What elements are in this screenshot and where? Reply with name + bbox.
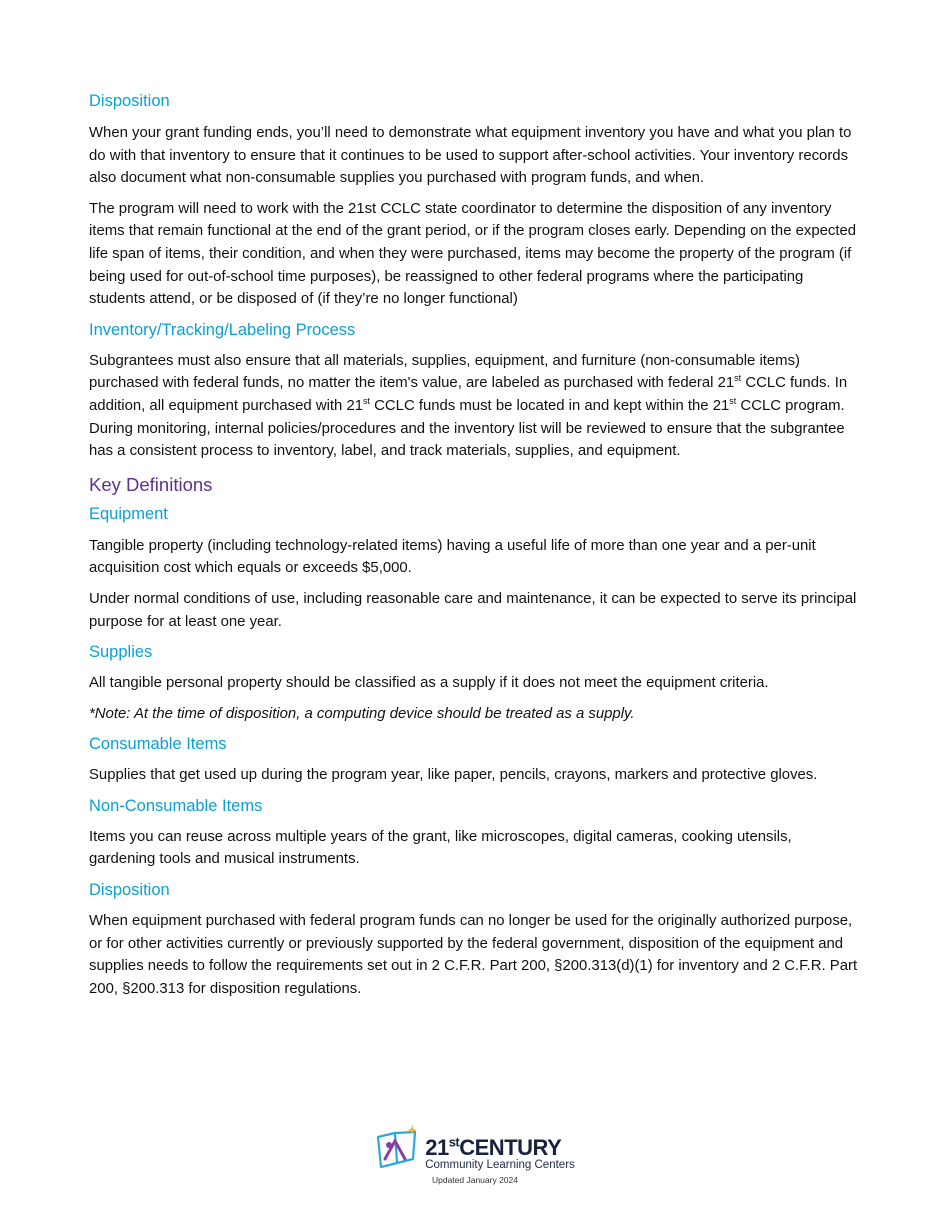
supplies-note: *Note: At the time of disposition, a computing device should be treated as a supply. xyxy=(89,705,635,722)
heading-supplies: Supplies xyxy=(89,643,153,662)
supplies-paragraph: All tangible personal property should be classified as a supply if it does not meet the equipment criteria. xyxy=(89,675,769,692)
non-consumable-paragraph: Items you can reuse across multiple years of the grant, like microscopes, digital cameras, cooking utensils, gardening tools and musical instruments. xyxy=(89,828,792,868)
heading-equipment: Equipment xyxy=(89,504,168,523)
consumable-paragraph: Supplies that get used up during the program year, like paper, pencils, crayons, markers and protective gloves. xyxy=(89,767,818,784)
cclc-logo xyxy=(375,1123,575,1171)
heading-inventory-process: Inventory/Tracking/Labeling Process xyxy=(89,320,356,339)
page-content xyxy=(89,89,859,1000)
cclc-book-icon xyxy=(375,1123,421,1171)
logo-number-wrap: 21st xyxy=(425,1134,460,1160)
heading-disposition: Disposition xyxy=(89,92,170,110)
equipment-paragraph-2: Under normal conditions of use, including reasonable care and maintenance, it can be expected to serve its principal purpose for at least one year. xyxy=(89,590,857,630)
heading-consumable-items: Consumable Items xyxy=(89,735,227,754)
disposition-paragraph-2: The program will need to work with the 21st CCLC state coordinator to determine the disposition of any inventory items that remain functional at the end of the grant period, or if the program closes early. Depending on the expected life span of items, their condition, and when they were purchased, items may become the property of the program (if being used for out-of-school time purposes), be reassigned to other federal programs where the participating students attend, or be disposed of (if they’re no longer functional) xyxy=(89,200,857,308)
heading-non-consumable-items: Non-Consumable Items xyxy=(89,796,263,815)
disposition-regulations-paragraph: When equipment purchased with federal program funds can no longer be used for the originally authorized purpose, or for other activities currently or previously supported by the federal government, disposition of the equipment and supplies needs to follow the requirements set out in 2 C.F.R. Part 200, §200.313(d)(1) for inventory and 2 C.F.R. Part 200, §200.313 for disposition regulations. xyxy=(89,913,858,997)
heading-key-definitions: Key Definitions xyxy=(89,473,213,495)
logo-subtitle: Community Learning Centers xyxy=(425,1158,575,1171)
logo-text xyxy=(425,1134,575,1172)
heading-disposition-2: Disposition xyxy=(89,881,170,900)
disposition-paragraph-1: When your grant funding ends, you’ll need to demonstrate what equipment inventory you have and what you plan to do with that inventory to ensure that it continues to be used to support after-school activities. Your inventory records also document what non-consumable supplies you purchased with program funds, and when. xyxy=(89,125,852,187)
page-footer xyxy=(0,1123,950,1185)
updated-date: Updated January 2024 xyxy=(431,1175,518,1185)
equipment-paragraph-1: Tangible property (including technology-related items) having a useful life of more than one year and a per-unit acquisition cost which equals or exceeds $5,000. xyxy=(89,537,816,577)
inventory-paragraph: Subgrantees must also ensure that all materials, supplies, equipment, and furniture (non-consumable items) purchased with federal funds, no matter the item's value, are labeled as purchased with federal 21st CCLC funds. In addition, all equipment purchased with 21st CCLC funds must be located in and kept within the 21st CCLC program. During monitoring, internal policies/procedures and the inventory list will be reviewed to ensure that the subgrantee has a consistent process to inventory, label, and track materials, supplies, and equipment. xyxy=(89,352,848,460)
logo-title: 21stCENTURY xyxy=(425,1134,562,1160)
